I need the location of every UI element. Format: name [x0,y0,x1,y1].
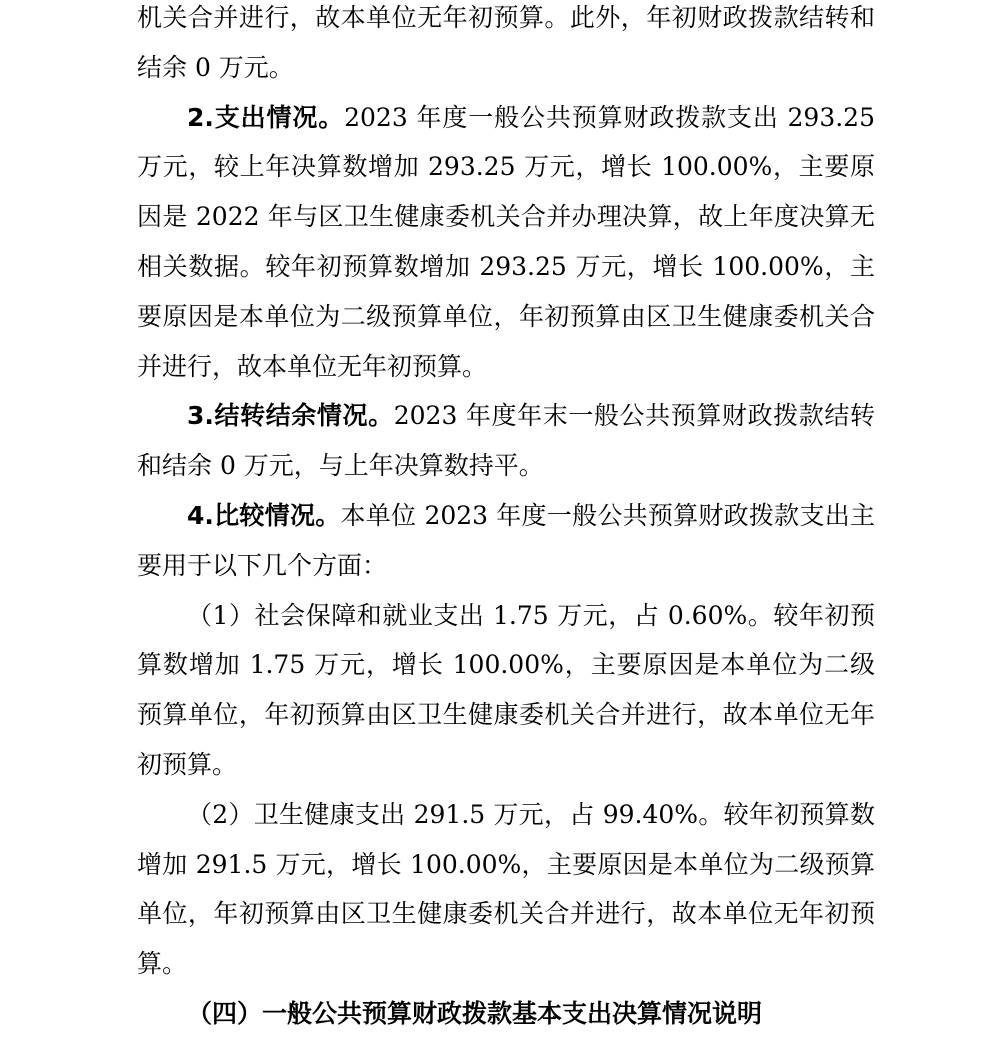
list-item-social-security: （1）社会保障和就业支出 1.75 万元，占 0.60%。较年初预算数增加 1.75 万元，增长 100.00%，主要原因是本单位为二级预算单位，年初预算由区卫生健康委机关合并进行，故本单位无年初预算。 [137,600,875,779]
expenditure-heading: 2.支出情况。 [187,102,345,132]
comparison-body: 本单位 2023 年度一般公共预算财政拨款支出主要用于以下几个方面： [137,500,875,580]
comparison-heading: 4.比较情况。 [187,500,341,530]
paragraph-comparison [137,491,875,591]
paragraph-expenditure [137,93,875,392]
paragraph-carryover [137,391,875,491]
carryover-heading: 3.结转结余情况。 [187,401,394,431]
section-title-basic-expenditure: （四）一般公共预算财政拨款基本支出决算情况说明 [187,998,763,1028]
paragraph-income-continued: 机关合并进行，故本单位无年初预算。此外，年初财政拨款结转和结余 0 万元。 [137,3,875,82]
list-item-health: （2）卫生健康支出 291.5 万元，占 99.40%。较年初预算数增加 291.5 万元，增长 100.00%，主要原因是本单位为二级预算单位，年初预算由区卫生健康委机关合并进行，故本单位无年初预算。 [137,799,875,979]
text-column [137,0,875,1039]
expenditure-body: 2023 年度一般公共预算财政拨款支出 293.25 万元，较上年决算数增加 293.25 万元，增长 100.00%，主要原因是 2022 年与区卫生健康委机关合并办理决算，故上年度决算无相关数据。较年初预算数增加 293.25 万元，增长 100.00%，主要原因是本单位为二级预算单位，年初预算由区卫生健康委机关合并进行，故本单位无年初预算。 [137,102,875,381]
carryover-body: 2023 年度年末一般公共预算财政拨款结转和结余 0 万元，与上年决算数持平。 [137,401,875,481]
